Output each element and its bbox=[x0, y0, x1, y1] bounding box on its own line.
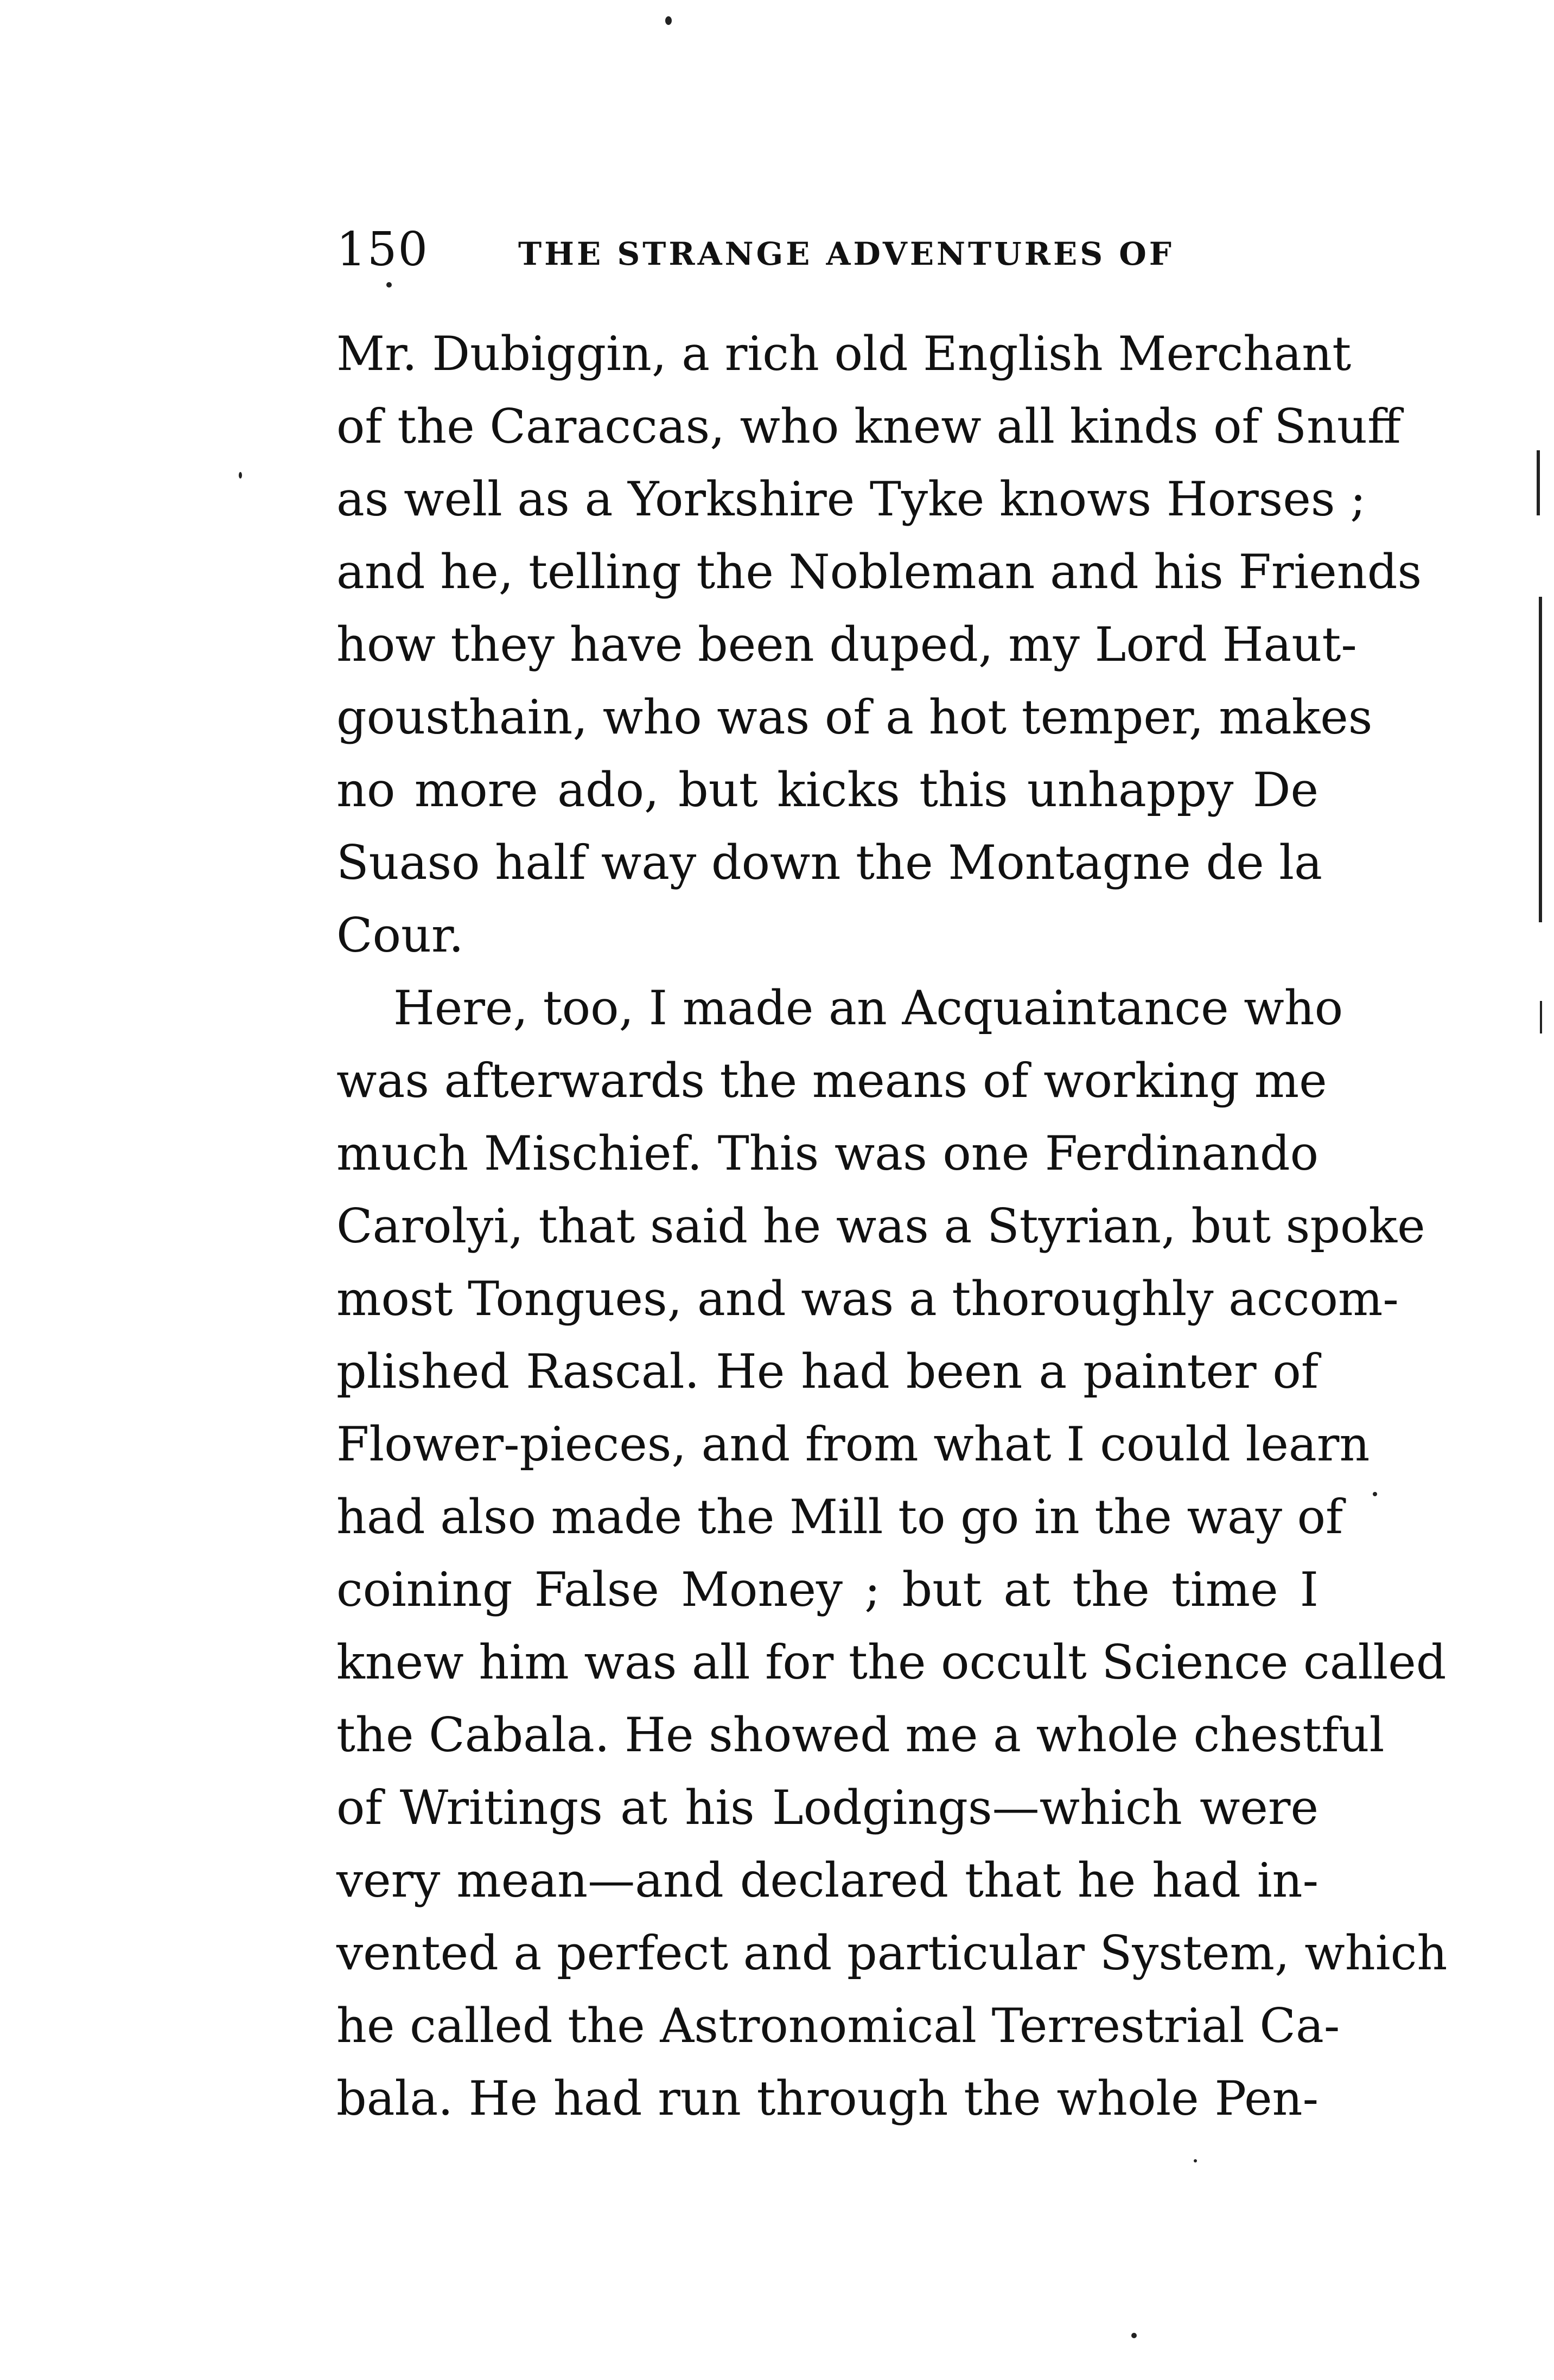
text-line: Flower-pieces, and from what I could learn bbox=[336, 1416, 1370, 1472]
text-line: as well as a Yorkshire Tyke knows Horses ; bbox=[336, 471, 1366, 527]
text-line: the Cabala. He showed me a whole chestful bbox=[336, 1707, 1385, 1763]
text-line: how they have been duped, my Lord Haut- bbox=[336, 617, 1357, 672]
text-line: vented a perfect and particular System, which bbox=[336, 1925, 1448, 1981]
text-line: plished Rascal. He had been a painter of bbox=[336, 1344, 1319, 1399]
text-line: was afterwards the means of working me bbox=[336, 1053, 1327, 1108]
running-head bbox=[336, 217, 1329, 282]
text-line: much Mischief. This was one Ferdinando bbox=[336, 1126, 1319, 1181]
page-number: 150 bbox=[336, 222, 429, 277]
scan-speck bbox=[239, 472, 242, 478]
text-line: Mr. Dubiggin, a rich old English Merchant bbox=[336, 326, 1352, 381]
text-line: Cour. bbox=[336, 908, 464, 963]
scan-speck bbox=[1194, 2159, 1197, 2162]
text-line: most Tongues, and was a thoroughly accom- bbox=[336, 1271, 1399, 1326]
text-line: bala. He had run through the whole Pen- bbox=[336, 2071, 1319, 2126]
text-line: and he, telling the Nobleman and his Friends bbox=[336, 544, 1422, 599]
text-line: had also made the Mill to go in the way of bbox=[336, 1489, 1343, 1545]
scan-margin-line bbox=[1537, 450, 1540, 515]
text-line: Suaso half way down the Montagne de la bbox=[336, 835, 1322, 890]
text-line: of the Caraccas, who knew all kinds of Snuff bbox=[336, 399, 1401, 454]
text-line: Carolyi, that said he was a Styrian, but spoke bbox=[336, 1198, 1425, 1254]
text-line: Here, too, I made an Acquaintance who bbox=[393, 980, 1343, 1036]
scan-speck bbox=[386, 282, 392, 288]
body-text bbox=[336, 317, 1448, 2135]
text-line: he called the Astronomical Terrestrial Ca- bbox=[336, 1998, 1340, 2053]
text-line: knew him was all for the occult Science called bbox=[336, 1635, 1447, 1690]
text-line: gousthain, who was of a hot temper, makes bbox=[336, 690, 1373, 745]
text-line: coining False Money ; but at the time I bbox=[336, 1562, 1319, 1617]
scan-margin-line bbox=[1540, 1001, 1542, 1033]
scan-speck bbox=[1373, 1492, 1377, 1496]
text-line: very mean—and declared that he had in- bbox=[336, 1853, 1319, 1908]
scan-margin-line bbox=[1539, 597, 1542, 922]
text-line: no more ado, but kicks this unhappy De bbox=[336, 762, 1319, 818]
scan-speck bbox=[1131, 2333, 1137, 2338]
scan-speck bbox=[665, 16, 672, 25]
running-title: THE STRANGE ADVENTURES OF bbox=[518, 235, 1174, 272]
text-line: of Writings at his Lodgings—which were bbox=[336, 1780, 1319, 1835]
